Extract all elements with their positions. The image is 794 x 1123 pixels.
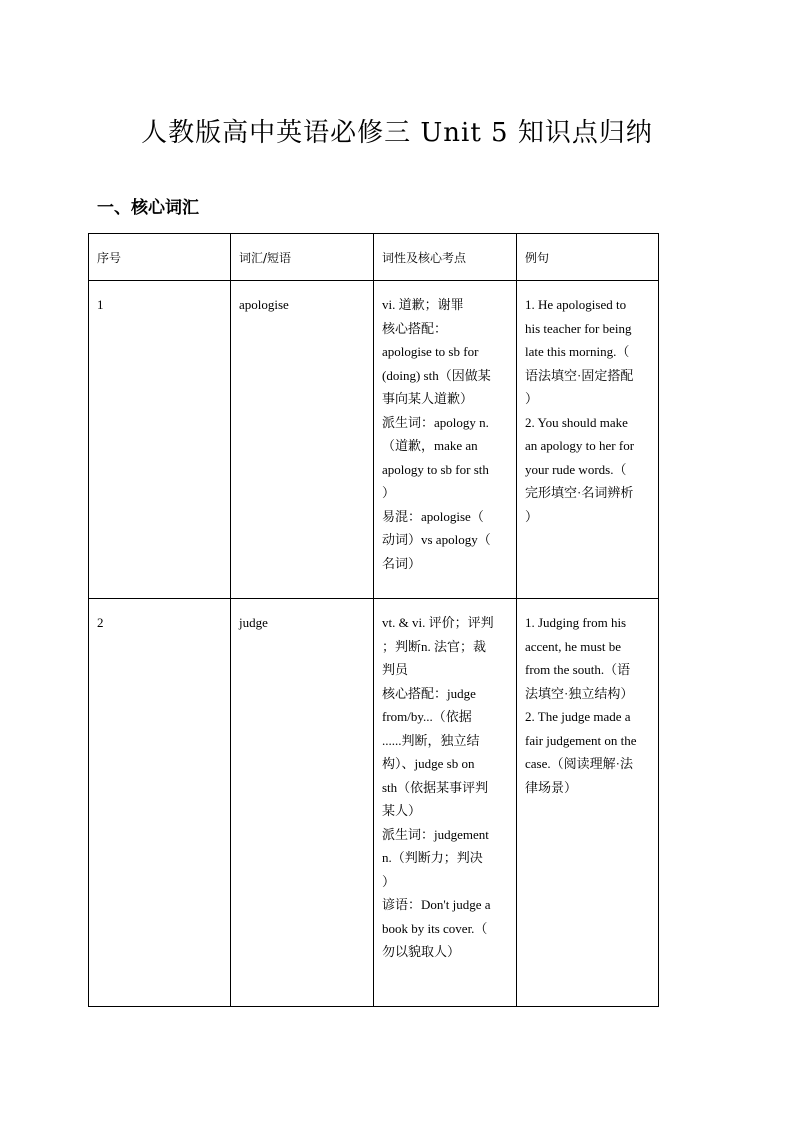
row-word: judge — [231, 599, 374, 1007]
point-line: 某人） — [382, 803, 422, 818]
example-line: an apology to her for — [525, 438, 635, 453]
row-examples — [517, 599, 659, 1007]
point-line: ；判断n. 法官；裁 — [382, 638, 487, 654]
example-line: fair judgement on the — [525, 732, 637, 748]
example-line: ） — [525, 508, 539, 524]
point-line: vi. 道歉；谢罪 — [382, 297, 464, 312]
point-line: 判员 — [382, 662, 409, 677]
point-line: ） — [382, 873, 396, 889]
example-line: 语法填空·固定搭配 — [525, 367, 634, 383]
vocabulary-table — [88, 233, 659, 1007]
example-line: 律场景） — [525, 779, 578, 795]
point-line: book by its cover.（ — [382, 920, 488, 936]
example-line: 2. The judge made a — [525, 709, 631, 724]
example-line: from the south.（语 — [525, 662, 631, 677]
point-line: apology to sb for sth — [382, 461, 489, 477]
table-row — [89, 281, 659, 599]
point-line: 动词）vs apology（ — [382, 532, 491, 547]
point-line: 事向某人道歉） — [382, 391, 474, 406]
example-line: 1. He apologised to — [525, 297, 627, 312]
table-header-row — [89, 234, 659, 281]
example-line: case.（阅读理解·法 — [525, 756, 633, 771]
section-heading: 一、核心词汇 — [97, 198, 199, 218]
point-line: 派生词：apology n. — [382, 414, 489, 430]
point-line: 易混：apologise（ — [382, 508, 484, 524]
point-line: 谚语：Don't judge a — [382, 897, 491, 912]
row-number: 1 — [89, 281, 231, 599]
point-line: sth（依据某事评判 — [382, 779, 489, 795]
header-examples: 例句 — [517, 234, 659, 281]
point-line: n.（判断力；判决 — [382, 850, 483, 865]
point-line: vt. & vi. 评价；评判 — [382, 615, 494, 630]
header-points: 词性及核心考点 — [374, 234, 517, 281]
header-number: 序号 — [89, 234, 231, 281]
point-line: 构）、judge sb on — [382, 756, 475, 771]
row-points — [374, 599, 517, 1007]
example-line: your rude words.（ — [525, 461, 627, 477]
point-line: 核心搭配： — [382, 320, 448, 336]
row-word: apologise — [231, 281, 374, 599]
point-line: (doing) sth（因做某 — [382, 367, 491, 383]
example-line: his teacher for being — [525, 320, 632, 336]
point-line: 核心搭配：judge — [382, 685, 476, 701]
example-line: 2. You should make — [525, 414, 628, 430]
example-line: accent, he must be — [525, 638, 622, 654]
point-line: ......判断，独立结 — [382, 732, 480, 748]
example-line: 1. Judging from his — [525, 615, 627, 630]
header-word: 词汇/短语 — [231, 234, 374, 281]
row-number: 2 — [89, 599, 231, 1007]
point-line: from/by...（依据 — [382, 709, 472, 724]
point-line: 名词） — [382, 555, 422, 571]
row-points — [374, 281, 517, 599]
table-row — [89, 599, 659, 1007]
example-line: 完形填空·名词辨析 — [525, 485, 634, 500]
page-title: 人教版高中英语必修三 Unit 5 知识点归纳 — [141, 118, 653, 148]
point-line: 勿以貌取人） — [382, 944, 461, 959]
example-line: late this morning.（ — [525, 344, 630, 359]
point-line: apologise to sb for — [382, 344, 479, 359]
example-line: 法填空·独立结构） — [525, 685, 634, 701]
row-examples — [517, 281, 659, 599]
point-line: ） — [382, 485, 396, 500]
point-line: 派生词：judgement — [382, 826, 489, 842]
example-line: ） — [525, 391, 539, 406]
point-line: （道歉，make an — [382, 438, 478, 453]
